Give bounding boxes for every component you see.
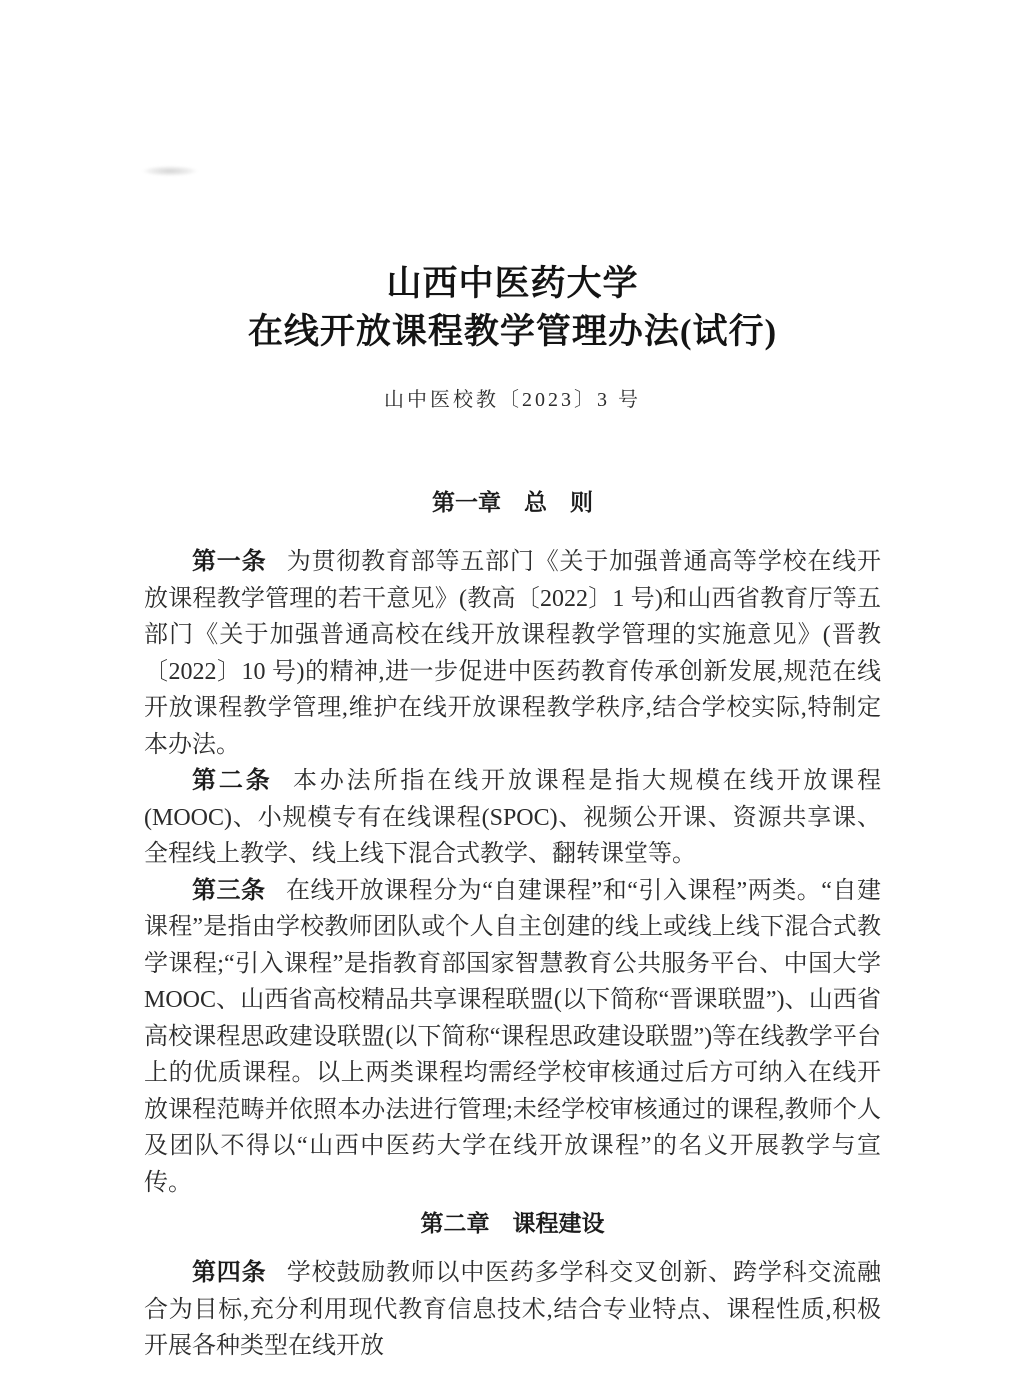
document-number: 山中医校教〔2023〕3 号 xyxy=(384,389,641,411)
article-2 xyxy=(144,763,881,873)
document-title-line-1: 山西中医药大学 xyxy=(386,264,639,303)
article-1-text: 为贯彻教育部等五部门《关于加强普通高等学校在线开放课程教学管理的若干意见》(教高〔2022〕1 号)和山西省教育厅等五部门《关于加强普通高校在线开放课程教学管理的实施意见》(晋教〔2022〕10 号)的精神,进一步促进中医药教育传承创新发展,规范在线开放课程教学管理,维护在线开放课程教学秩序,结合学校实际,特制定本办法。 xyxy=(144,549,882,758)
chapter-2-heading: 第二章 课程建设 xyxy=(420,1210,605,1236)
chapter-1-heading: 第一章 总 则 xyxy=(432,489,593,515)
article-1 xyxy=(144,544,881,763)
article-3-text: 在线开放课程分为“自建课程”和“引入课程”两类。“自建课程”是指由学校教师团队或个人自主创建的线上或线上线下混合式教学课程;“引入课程”是指教育部国家智慧教育公共服务平台、中国大学 MOOC、山西省高校精品共享课程联盟(以下简称“晋课联盟”)、山西省高校课程思政建设联盟(以下简称“课程思政建设联盟”)等在线教学平台上的优质课程。以上两类课程均需经学校审核通过后方可纳入在线开放课程范畴并依照本办法进行管理;未经学校审核通过的课程,教师个人及团队不得以“山西中医药大学在线开放课程”的名义开展教学与宣传。 xyxy=(144,877,882,1196)
document-title-line-2: 在线开放课程教学管理办法(试行) xyxy=(247,312,778,351)
document-content xyxy=(144,0,881,1365)
article-3 xyxy=(144,873,881,1202)
article-2-text: 本办法所指在线开放课程是指大规模在线开放课程(MOOC)、小规模专有在线课程(SPOC)、视频公开课、资源共享课、全程线上教学、线上线下混合式教学、翻转课堂等。 xyxy=(144,768,882,867)
article-4-label: 第四条 xyxy=(192,1259,267,1286)
article-3-label: 第三条 xyxy=(192,876,266,904)
article-2-label: 第二条 xyxy=(192,767,273,794)
article-4 xyxy=(144,1255,881,1365)
document-title xyxy=(144,260,881,356)
article-4-text: 学校鼓励教师以中医药多学科交叉创新、跨学科交流融合为目标,充分利用现代教育信息技术,结合专业特点、课程性质,积极开展各种类型在线开放 xyxy=(144,1260,882,1359)
article-1-label: 第一条 xyxy=(192,548,267,575)
